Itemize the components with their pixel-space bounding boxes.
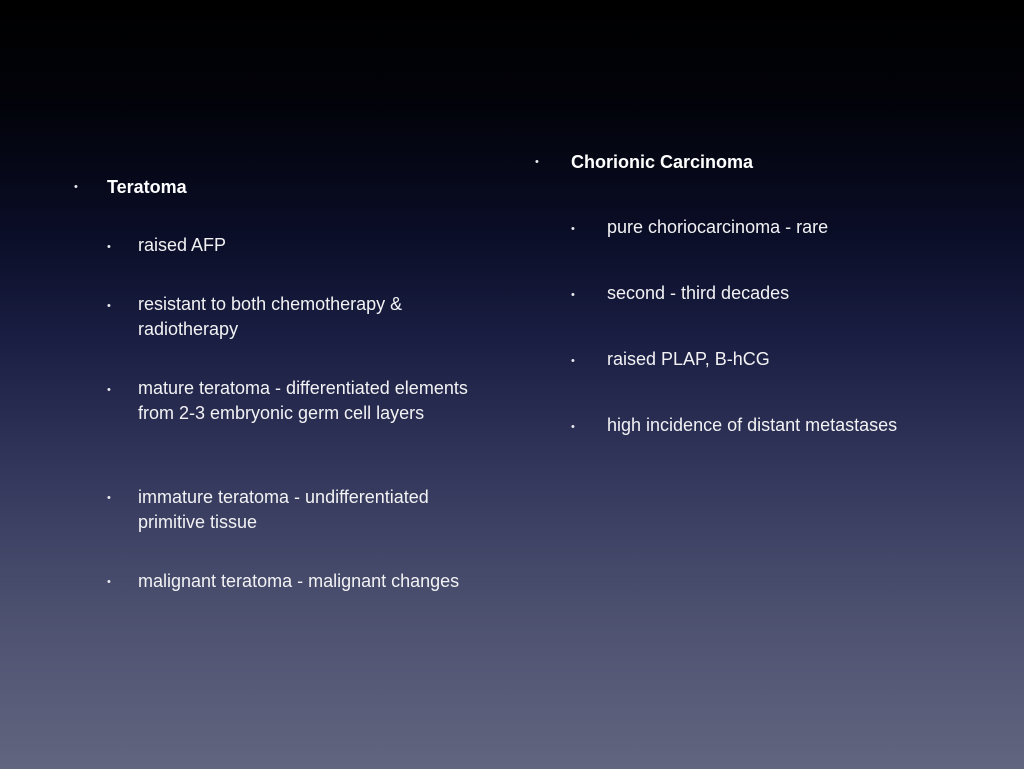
bullet-icon: • — [571, 355, 575, 367]
chorionic-carcinoma-heading: Chorionic Carcinoma — [571, 152, 754, 172]
list-item: mature teratoma - differentiated elements from 2-3 embryonic germ cell layers — [138, 378, 468, 423]
bullet-icon: • — [107, 300, 111, 312]
list-item: second - third decades — [607, 283, 790, 303]
list-item: raised PLAP, B-hCG — [607, 349, 770, 369]
bullet-icon: • — [535, 156, 539, 168]
list-item: immature teratoma - undifferentiated primitive tissue — [138, 487, 429, 532]
list-item: malignant teratoma - malignant changes — [138, 571, 460, 591]
teratoma-heading: Teratoma — [107, 177, 187, 197]
list-item: pure choriocarcinoma - rare — [607, 217, 829, 237]
list-item: high incidence of distant metastases — [607, 415, 898, 435]
list-item: resistant to both chemotherapy & radiotherapy — [138, 294, 403, 339]
bullet-icon: • — [107, 241, 111, 253]
list-item: raised AFP — [138, 235, 227, 255]
bullet-icon: • — [571, 223, 575, 235]
bullet-icon: • — [571, 421, 575, 433]
bullet-icon: • — [107, 576, 111, 588]
bullet-icon: • — [74, 181, 78, 193]
bullet-icon: • — [107, 384, 111, 396]
bullet-icon: • — [571, 289, 575, 301]
bullet-icon: • — [107, 492, 111, 504]
